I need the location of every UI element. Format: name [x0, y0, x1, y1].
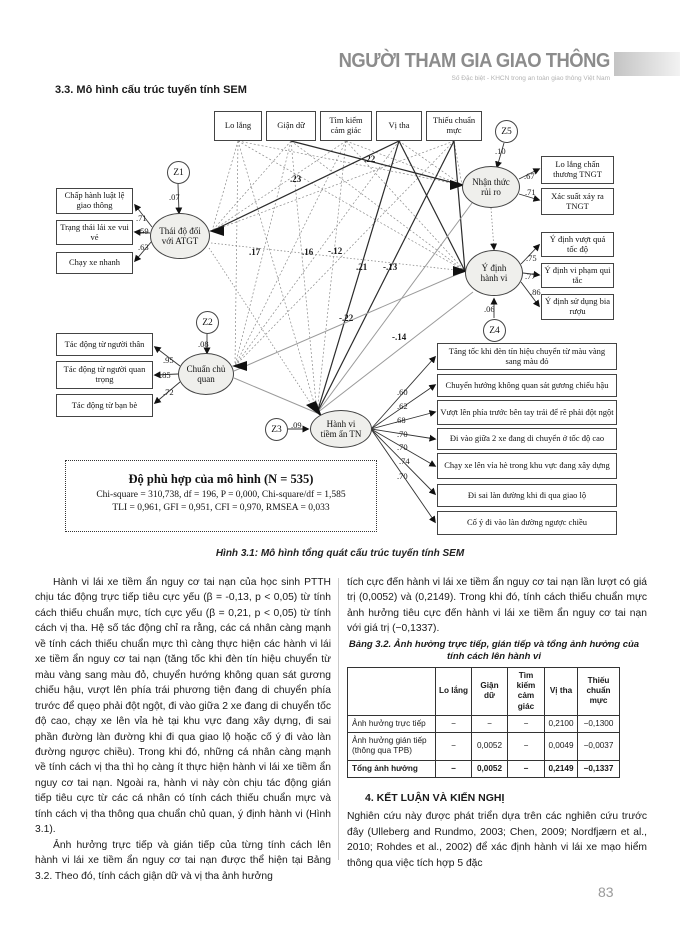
box-risk-item-1: Lo lắng chấn thương TNGT	[541, 156, 614, 184]
loading-coefficient-label: .59	[138, 226, 149, 236]
table-header-cell: Thiếu chuẩn mực	[578, 667, 620, 715]
model-fit-line-1: Chi-square = 310,738, df = 196, P = 0,000, Chi-square/df = 1,585	[96, 490, 346, 500]
table-row-label: Ảnh hưởng trực tiếp	[348, 715, 436, 732]
table-row	[348, 715, 620, 732]
loading-coefficient-label: .70	[397, 442, 408, 452]
box-behavior-item-2: Chuyển hướng không quan sát gương chiếu hậu	[437, 374, 617, 397]
effects-table	[347, 667, 620, 778]
box-thieu-chuan-muc: Thiếu chuẩn mực	[426, 111, 482, 141]
latent-behavior: Hành vi tiềm ẩn TN	[310, 410, 372, 448]
table-cell: −0,0037	[578, 733, 620, 761]
page-number: 83	[598, 884, 614, 900]
table-cell: −0,1300	[578, 715, 620, 732]
loading-coefficient-label: .67	[524, 171, 535, 181]
table-row-label: Ảnh hưởng gián tiếp (thông qua TPB)	[348, 733, 436, 761]
table-cell: −	[508, 733, 545, 761]
paragraph: Ảnh hưởng trực tiếp và gián tiếp của từng tính cách lên hành vi lái xe tiềm ẩn nguy cơ tai nạn được thể hiện tại Bảng 3.2. Theo đó, tính cách giận dữ và vị tha ảnh hưởng	[35, 839, 331, 882]
loading-coefficient-label: .06	[484, 304, 495, 314]
loading-coefficient-label: .09	[291, 420, 302, 430]
loading-coefficient-label: .70	[397, 429, 408, 439]
box-norm-item-1: Tác động từ người thân	[56, 333, 153, 356]
path-line	[317, 141, 454, 413]
path-coefficient-label: .16	[302, 247, 314, 257]
path-coefficient-label: -.22	[339, 313, 354, 323]
table-header-cell	[348, 667, 436, 715]
table-row	[348, 760, 620, 777]
box-behavior-item-5: Chạy xe lên vỉa hè trong khu vực đang xây dựng	[437, 453, 617, 479]
box-behavior-item-4: Đi vào giữa 2 xe đang di chuyển ở tốc độ cao	[437, 428, 617, 450]
path-line	[212, 141, 454, 231]
table-cell: 0,2149	[545, 760, 578, 777]
loading-coefficient-label: .10	[495, 146, 506, 156]
error-circle-z4: Z4	[483, 319, 506, 342]
loading-coefficient-label: .70	[397, 471, 408, 481]
loading-coefficient-label: .60	[397, 387, 408, 397]
table-cell: −	[508, 760, 545, 777]
loading-coefficient-label: .07	[169, 192, 180, 202]
figure-caption: Hình 3.1: Mô hình tổng quát cấu trúc tuyến tính SEM	[215, 548, 465, 559]
table-header-cell: Vị tha	[545, 667, 578, 715]
box-intention-item-1: Ý định vượt quá tốc độ	[541, 232, 614, 257]
loading-coefficient-label: .08	[198, 339, 209, 349]
table-cell: −	[508, 715, 545, 732]
box-behavior-item-3: Vượt lên phía trước bên tay trái để rẽ phải đột ngột	[437, 400, 617, 425]
latent-intention: Ý định hành vi	[465, 250, 523, 296]
box-behavior-item-6: Đi sai làn đường khi đi qua giao lộ	[437, 484, 617, 507]
box-attitude-item-2: Trạng thái lái xe vui vẻ	[56, 220, 133, 245]
box-attitude-item-3: Chạy xe nhanh	[56, 252, 133, 274]
error-circle-z5: Z5	[495, 120, 518, 143]
latent-risk-perception: Nhận thức rủi ro	[462, 166, 520, 208]
box-risk-item-2: Xác suất xảy ra TNGT	[541, 188, 614, 215]
model-fit-line-2: TLI = 0,961, GFI = 0,951, CFI = 0,970, RMSEA = 0,033	[112, 503, 330, 513]
table-header	[348, 667, 620, 715]
table-cell: −	[472, 715, 508, 732]
loading-coefficient-label: .71	[136, 213, 147, 223]
model-fit-box	[65, 460, 377, 532]
loading-coefficient-label: .62	[397, 401, 408, 411]
loading-coefficient-label: .77	[525, 271, 536, 281]
path-line	[291, 141, 462, 185]
box-attitude-item-1: Chấp hành luật lệ giao thông	[56, 188, 133, 214]
loading-coefficient-label: .75	[526, 253, 537, 263]
right-column	[347, 575, 647, 871]
table-cell: 0,0052	[472, 733, 508, 761]
box-tim-kiem-cam-giac: Tìm kiếm cảm giác	[320, 111, 372, 141]
column-divider	[338, 578, 339, 860]
path-line	[291, 141, 465, 271]
path-coefficient-label: .21	[356, 262, 368, 272]
arrow-cluster-norm	[232, 361, 247, 371]
journal-subtitle: Số Đặc biệt - KHCN trong an toàn giao thông Việt Nam	[451, 75, 610, 82]
error-circle-z2: Z2	[196, 311, 219, 334]
table-cell: 0,0052	[472, 760, 508, 777]
path-coefficient-label: -.13	[383, 262, 398, 272]
box-lo-lang: Lo lắng	[214, 111, 262, 141]
box-behavior-item-7: Cố ý đi vào làn đường ngược chiều	[437, 511, 617, 535]
conclusion-heading: 4. KẾT LUẬN VÀ KIẾN NGHỊ	[365, 791, 505, 804]
table-row-label: Tổng ảnh hưởng	[348, 760, 436, 777]
path-coefficient-label: .17	[249, 247, 261, 257]
path-line	[235, 141, 291, 366]
box-norm-item-2: Tác động từ người quan trọng	[56, 361, 153, 389]
box-behavior-item-1: Tăng tốc khi đèn tín hiệu chuyển từ màu vàng sang màu đỏ	[437, 343, 617, 370]
box-intention-item-3: Ý định sử dụng bia rượu	[541, 294, 614, 320]
box-vi-tha: Vị tha	[376, 111, 422, 141]
table-row	[348, 733, 620, 761]
error-circle-z3: Z3	[265, 418, 288, 441]
path-line	[238, 141, 317, 413]
latent-subjective-norm: Chuẩn chủ quan	[178, 353, 234, 395]
path-line	[454, 141, 462, 185]
loading-coefficient-label: .86	[530, 287, 541, 297]
path-line	[212, 141, 346, 231]
loading-coefficient-label: .71	[525, 187, 536, 197]
box-gian-du: Giận dữ	[266, 111, 316, 141]
arrow-cluster-attitude	[209, 226, 224, 236]
table-header-cell: Giận dữ	[472, 667, 508, 715]
table-caption: Bảng 3.2. Ảnh hưởng trực tiếp, gián tiếp và tổng ảnh hưởng của tính cách lên hành vi	[348, 638, 640, 663]
table-header-cell: Lo lắng	[436, 667, 472, 715]
table-cell: −	[436, 715, 472, 732]
model-fit-title: Độ phù hợp của mô hình (N = 535)	[128, 472, 314, 486]
paragraph: Hành vi lái xe tiềm ẩn nguy cơ tai nạn của học sinh PTTH chịu tác động trực tiếp tiêu cực yếu (β = -0,13, p < 0,05) từ tính cách thiếu chuẩn mực, tích cực yếu (β = 0,21, p < 0,05) từ tính cách vị tha. Hệ số tác động chỉ ra rằng, các cá nhân càng mạnh về tính cách thiếu chuẩn mực thì càng thực hiện các hành vi lái xe tiềm ẩn nguy cơ tai nạn (tăng tốc khi đèn tín hiệu chuyển từ màu vàng sang màu đỏ, chuyển hướng không quan sát gương chiếu hậu, vượt lên phía trái phương tiện đang di chuyển phía trước để quẹo phải đột ngột, đi vào giữa 2 xe đang di chuyển tốc độ cao, chạy xe lên vỉa hè tại khu vực đang xây dựng, đi sai phần đường làn đường khi đi qua giao lộ hoặc cố ý đi vào làn đường ngược chiều). Trong khi đó, những cá nhân càng mạnh về tính cách vị tha thì họ càng ít thực hiện hành vi lái xe tiềm ẩn nguy cơ tai nạn. Ngoài ra, hành vi này còn chịu tác động gián tiếp tiêu cực từ các cá nhân có tính cách thiếu chuẩn mực và tính cách vị tha thông qua chuẩn chủ quan, ý định hành vi (Hình 3.1).	[35, 577, 331, 836]
path-line	[399, 141, 462, 185]
box-intention-item-2: Ý định vi phạm qui tắc	[541, 263, 614, 288]
loading-coefficient-label: .74	[399, 456, 410, 466]
path-coefficient-label: .22	[364, 154, 376, 164]
table-header-cell: Tìm kiếm cảm giác	[508, 667, 545, 715]
box-norm-item-3: Tác động từ bạn bè	[56, 394, 153, 417]
latent-attitude: Thái độ đối với ATGT	[150, 213, 210, 259]
paragraph: Nghiên cứu này được phát triển dựa trên các nghiên cứu trước đây (Ulleberg and Rundmo, 2003; Chen, 2009; Nordfjærn et al., 2010; Rohdes et al., 2002) để xác định hành vi lái xe mạo hiểm thông qua việc tích hợp 5 đặc	[347, 811, 647, 869]
path-coefficient-label: -.14	[392, 332, 407, 342]
path-line	[491, 208, 494, 249]
table-cell: −	[436, 760, 472, 777]
loading-coefficient-label: .68	[395, 415, 406, 425]
loading-coefficient-label: .95	[163, 355, 174, 365]
table-cell: 0,2100	[545, 715, 578, 732]
journal-title: NGƯỜI THAM GIA GIAO THÔNG	[338, 50, 610, 72]
loading-coefficient-label: .72	[163, 387, 174, 397]
section-heading: 3.3. Mô hình cấu trúc tuyến tính SEM	[55, 84, 247, 96]
loading-coefficient-label: .63	[138, 242, 149, 252]
table-cell: −0,1337	[578, 760, 620, 777]
left-column	[35, 575, 331, 884]
path-line	[212, 141, 238, 231]
table-cell: 0,0049	[545, 733, 578, 761]
path-line	[235, 141, 238, 366]
paragraph: tích cực đến hành vi lái xe tiềm ẩn nguy cơ tai nạn lần lượt có giá trị (0,0052) và (0,2149). Trong khi đó, tính cách thiếu chuẩn mực ảnh hưởng tiêu cực đến hành vi lái xe tiềm ẩn nguy cơ tai nạn với giá trị (−0,1337).	[347, 577, 647, 635]
path-coefficient-label: .23	[290, 174, 302, 184]
error-circle-z1: Z1	[167, 161, 190, 184]
path-line	[234, 378, 317, 413]
table-cell: −	[436, 733, 472, 761]
path-line	[317, 141, 399, 413]
path-coefficient-label: -.12	[328, 246, 343, 256]
loading-coefficient-label: .85	[160, 370, 171, 380]
